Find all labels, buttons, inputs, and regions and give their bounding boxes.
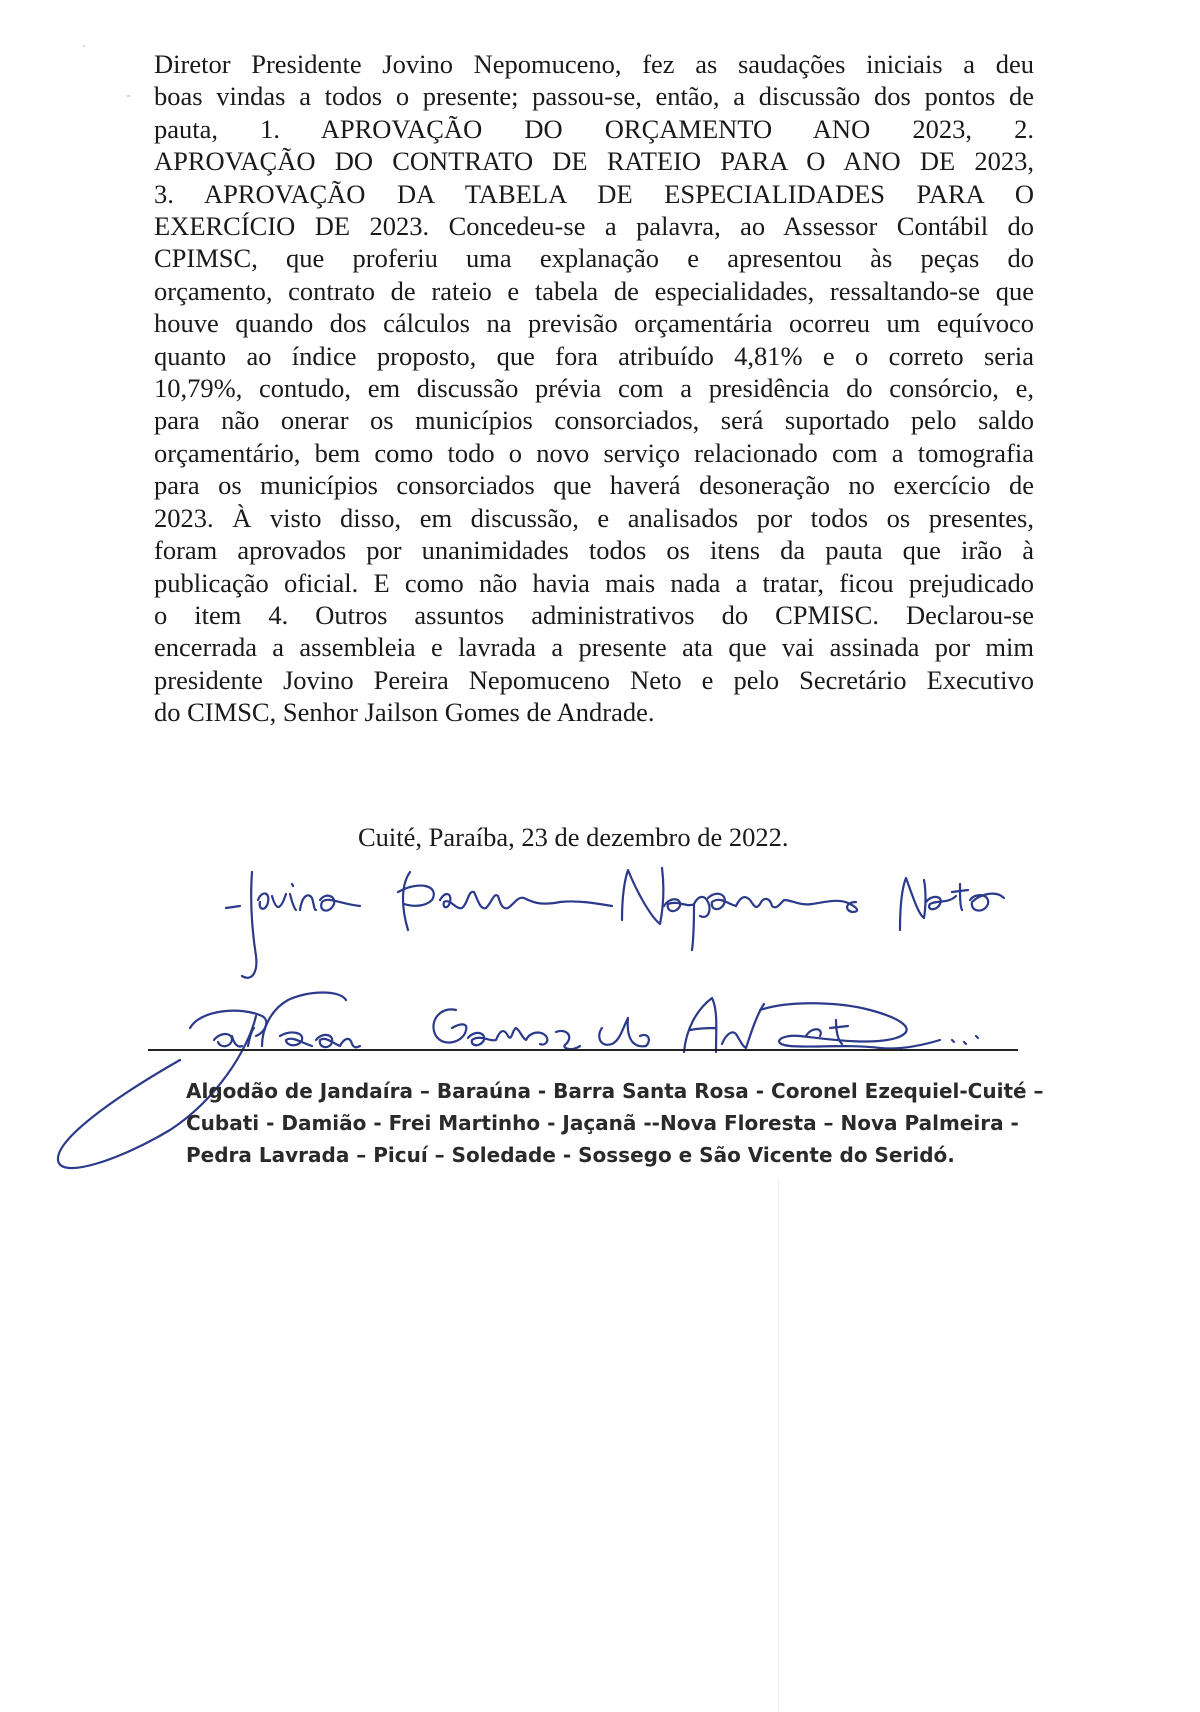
body-line: houve quando dos cálculos na previsão orçamentária ocorreu um equívoco (154, 308, 1034, 339)
body-line: publicação oficial. E como não havia mais nada a tratar, ficou prejudicado (154, 567, 1034, 598)
footer-line: Pedra Lavrada – Picuí – Soledade - Sossego e São Vicente do Seridó. (186, 1143, 955, 1167)
paper-crease (778, 1180, 779, 1712)
body-line: quanto ao índice proposto, que fora atribuído 4,81% e o correto seria (154, 340, 1034, 371)
body-line: para os municípios consorciados que haverá desoneração no exercício de (154, 470, 1034, 501)
body-line: 10,79%, contudo, em discussão prévia com a presidência do consórcio, e, (154, 373, 1034, 404)
footer-line: Cubati - Damião - Frei Martinho - Jaçanã --Nova Floresta – Nova Palmeira - (186, 1111, 1019, 1135)
footer-line: Algodão de Jandaíra – Baraúna - Barra Santa Rosa - Coronel Ezequiel-Cuité – (186, 1079, 1044, 1103)
body-line: APROVAÇÃO DO CONTRATO DE RATEIO PARA O ANO DE 2023, (154, 146, 1034, 177)
body-line: foram aprovados por unanimidades todos os itens da pauta que irão à (154, 535, 1034, 566)
body-line: orçamentário, bem como todo o novo serviço relacionado com a tomografia (154, 437, 1034, 468)
scan-speck: - (126, 88, 131, 103)
body-line: presidente Jovino Pereira Nepomuceno Neto e pelo Secretário Executivo (154, 664, 1034, 695)
body-line: o item 4. Outros assuntos administrativos do CPMISC. Declarou-se (154, 599, 1034, 630)
body-line: encerrada a assembleia e lavrada a presente ata que vai assinada por mim (154, 632, 1034, 663)
date-place-line: Cuité, Paraíba, 23 de dezembro de 2022. (358, 822, 789, 852)
signature-rule (148, 1049, 1018, 1051)
body-line: EXERCÍCIO DE 2023. Concedeu-se a palavra, ao Assessor Contábil do (154, 211, 1034, 242)
body-line: para não onerar os municípios consorciados, será suportado pelo saldo (154, 405, 1034, 436)
body-line: pauta, 1. APROVAÇÃO DO ORÇAMENTO ANO 2023, 2. (154, 113, 1034, 144)
body-line: 2023. À visto disso, em discussão, e analisados por todos os presentes, (154, 502, 1034, 533)
body-line: orçamento, contrato de rateio e tabela de especialidades, ressaltando-se que (154, 275, 1034, 306)
body-line: boas vindas a todos o presente; passou-se, então, a discussão dos pontos de (154, 81, 1034, 112)
body-line: do CIMSC, Senhor Jailson Gomes de Andrade. (154, 697, 655, 728)
minutes-body-text (154, 48, 1034, 729)
body-line: CPIMSC, que proferiu uma explanação e apresentou às peças do (154, 243, 1034, 274)
body-line: 3. APROVAÇÃO DA TABELA DE ESPECIALIDADES PARA O (154, 178, 1034, 209)
signature-jovino (226, 868, 1004, 978)
body-line: Diretor Presidente Jovino Nepomuceno, fez as saudações iniciais a deu (154, 49, 1034, 79)
member-municipalities-footer (186, 1075, 1044, 1171)
scan-speck: · (82, 40, 87, 55)
